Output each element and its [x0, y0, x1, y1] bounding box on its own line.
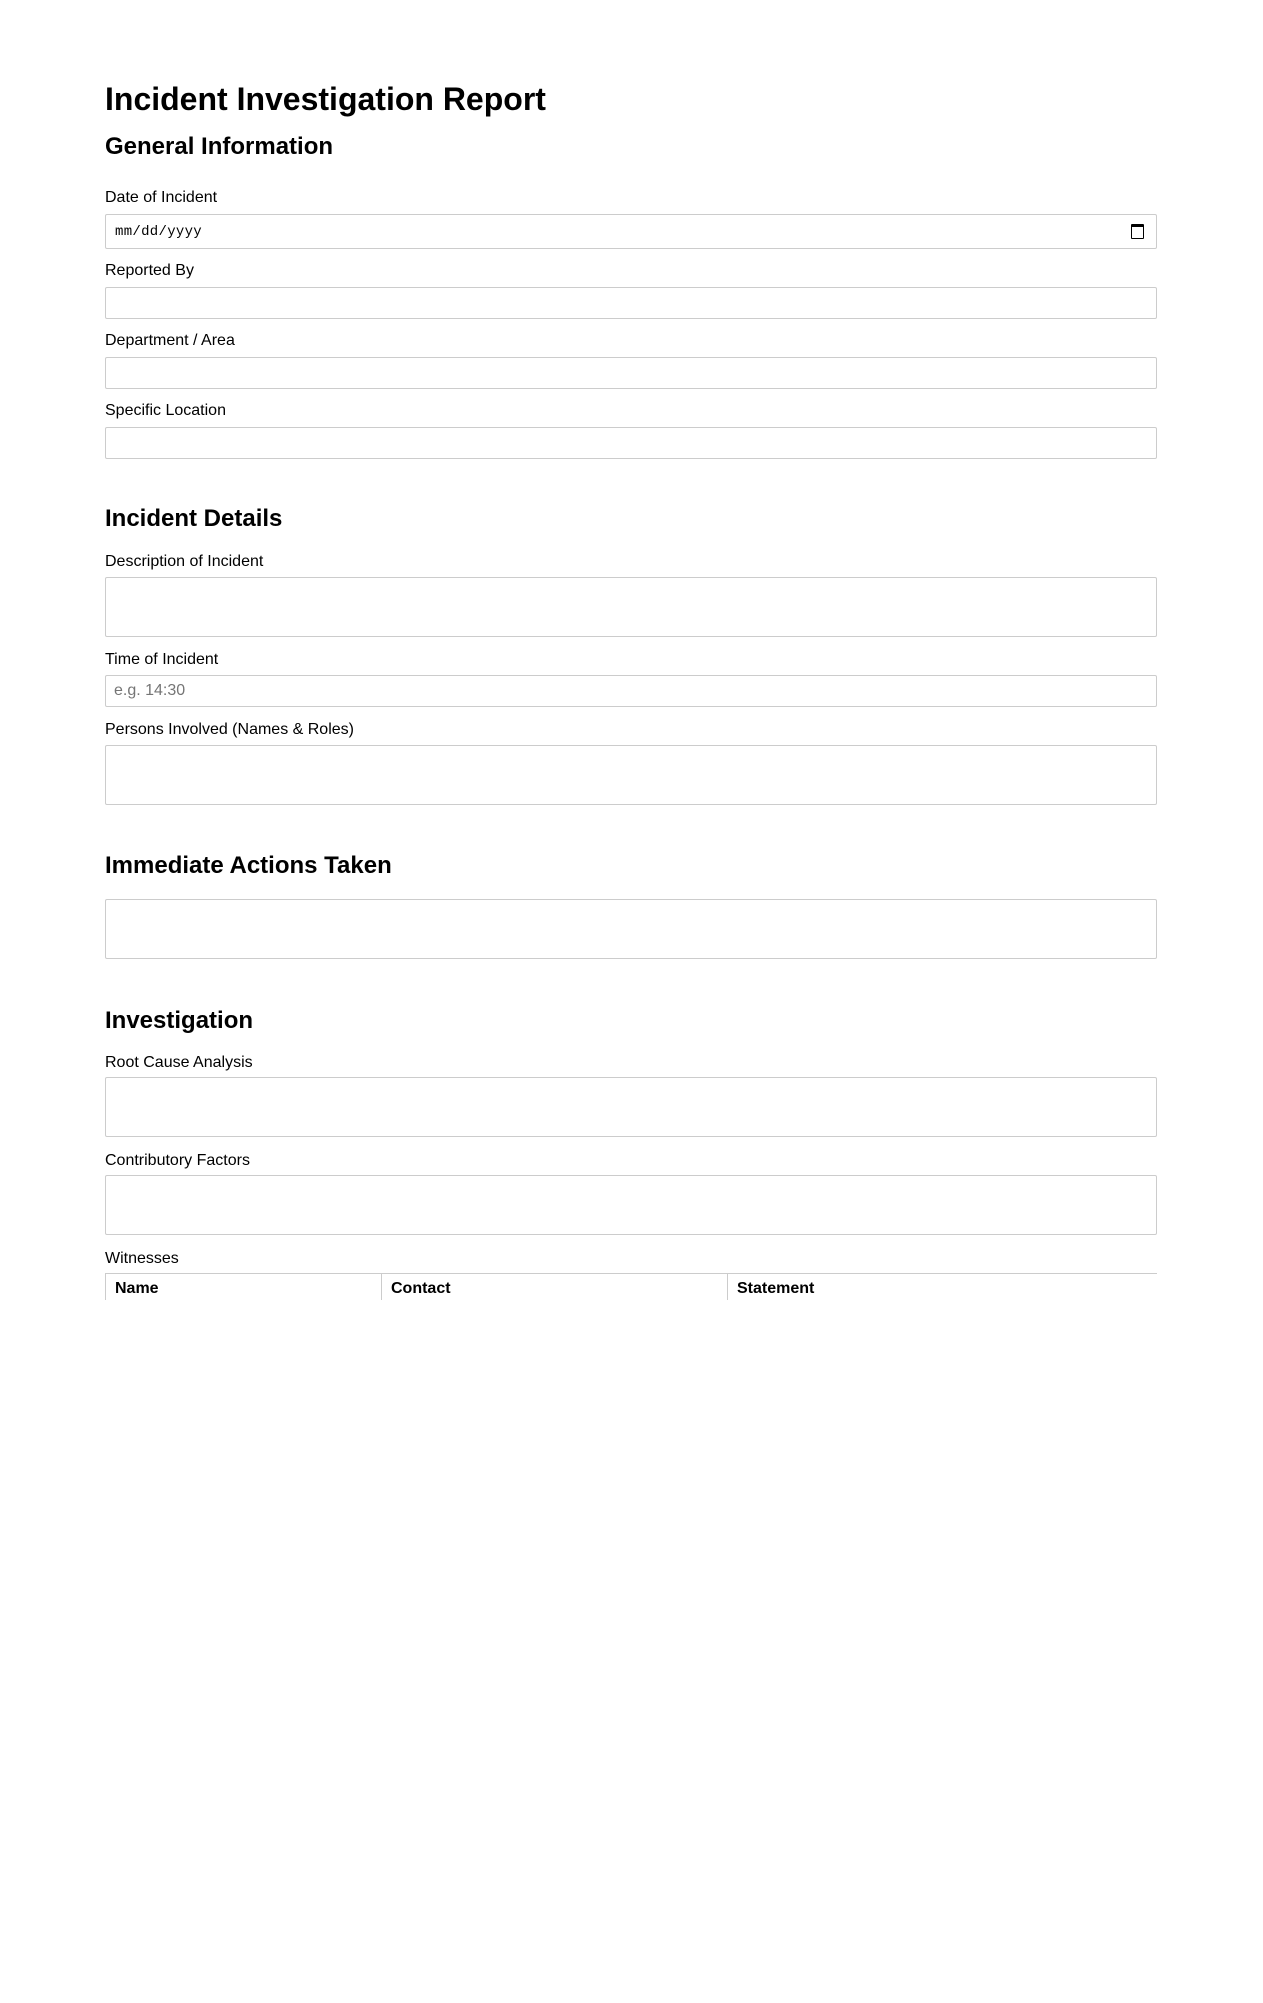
witnesses-table-container	[105, 1273, 1157, 1300]
time-of-incident-input[interactable]	[105, 675, 1157, 707]
specific-location-label: Specific Location	[105, 402, 226, 419]
table-header-row	[106, 1274, 1158, 1301]
date-of-incident-label: Date of Incident	[105, 189, 218, 206]
section-heading-actions: Immediate Actions Taken	[105, 852, 392, 879]
column-header-name: Name	[106, 1274, 382, 1301]
department-area-input[interactable]	[105, 357, 1157, 389]
root-cause-label: Root Cause Analysis	[105, 1054, 253, 1071]
calendar-icon[interactable]	[1131, 224, 1144, 239]
persons-involved-label: Persons Involved (Names & Roles)	[105, 721, 354, 738]
column-header-contact: Contact	[382, 1274, 728, 1301]
reported-by-input[interactable]	[105, 287, 1157, 319]
root-cause-textarea[interactable]	[105, 1077, 1157, 1137]
witnesses-table	[105, 1273, 1157, 1300]
time-of-incident-label: Time of Incident	[105, 651, 219, 668]
description-label: Description of Incident	[105, 553, 264, 570]
section-heading-general: General Information	[105, 133, 334, 160]
specific-location-input[interactable]	[105, 427, 1157, 459]
immediate-actions-textarea[interactable]	[105, 899, 1157, 959]
description-textarea[interactable]	[105, 577, 1157, 637]
column-header-statement: Statement	[728, 1274, 1158, 1301]
department-area-label: Department / Area	[105, 332, 235, 349]
reported-by-label: Reported By	[105, 262, 194, 279]
contributory-factors-textarea[interactable]	[105, 1175, 1157, 1235]
persons-involved-textarea[interactable]	[105, 745, 1157, 805]
section-heading-investigation: Investigation	[105, 1007, 254, 1034]
date-of-incident-input[interactable]	[105, 214, 1157, 249]
page-title: Incident Investigation Report	[105, 81, 546, 117]
contributory-factors-label: Contributory Factors	[105, 1152, 250, 1169]
date-placeholder: mm/dd/yyyy	[115, 223, 203, 240]
witnesses-label: Witnesses	[105, 1250, 179, 1267]
section-heading-details: Incident Details	[105, 505, 283, 532]
